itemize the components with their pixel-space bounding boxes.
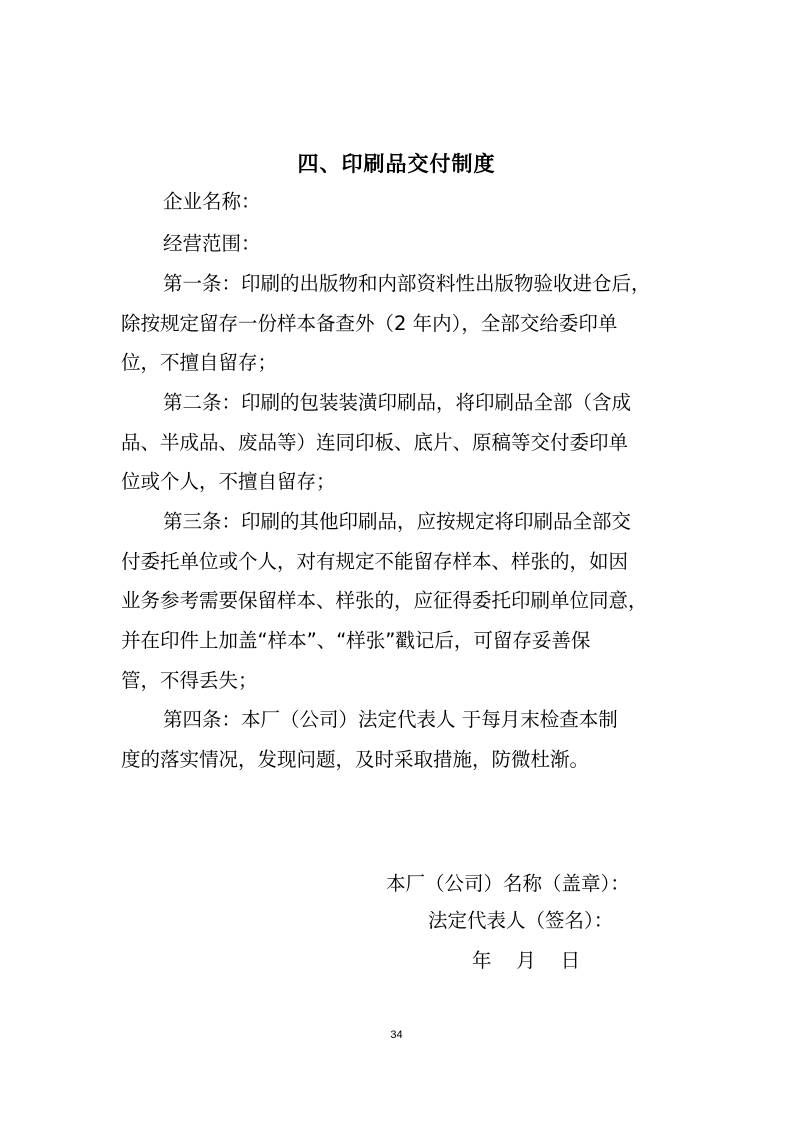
article-4-line-2: 度的落实情况，发现问题，及时采取措施，防微杜渐。 <box>121 748 590 771</box>
article-1-line-2: 除按规定留存一份样本备查外（2 年内），全部交给委印单 <box>121 312 618 335</box>
representative-signature-label: 法定代表人（签名）： <box>428 909 614 932</box>
article-1-line-3: 位，不擅自留存； <box>121 351 278 374</box>
article-4-line-1: 第四条：本厂（公司）法定代表人 于每月末检查本制 <box>163 708 618 731</box>
article-2-line-3: 位或个人，不擅自留存； <box>121 470 336 493</box>
business-scope-label: 经营范围： <box>163 232 261 255</box>
date-label: 年 月 日 <box>472 949 581 972</box>
article-2-line-2: 品、半成品、废品等）连同印板、底片、原稿等交付委印单 <box>121 431 629 454</box>
page-number: 34 <box>390 1029 403 1041</box>
article-3-line-1: 第三条：印刷的其他印刷品，应按规定将印刷品全部交 <box>163 510 632 533</box>
company-seal-label: 本厂（公司）名称（盖章）： <box>386 872 630 895</box>
company-name-label: 企业名称： <box>163 190 261 213</box>
article-2-line-1: 第二条：印刷的包装装潢印刷品，将印刷品全部（含成 <box>163 391 632 414</box>
article-1-line-1: 第一条：印刷的出版物和内部资料性出版物验收进仓后， <box>163 272 651 295</box>
page-title: 四、印刷品交付制度 <box>297 152 496 176</box>
article-3-line-2: 付委托单位或个人，对有规定不能留存样本、样张的，如因 <box>121 550 629 573</box>
article-3-line-4: 并在印件上加盖“样本”、“样张”戳记后，可留存妥善保 <box>121 629 591 652</box>
article-3-line-3: 业务参考需要保留样本、样张的，应征得委托印刷单位同意， <box>121 589 648 612</box>
article-3-line-5: 管，不得丢失； <box>121 669 258 692</box>
